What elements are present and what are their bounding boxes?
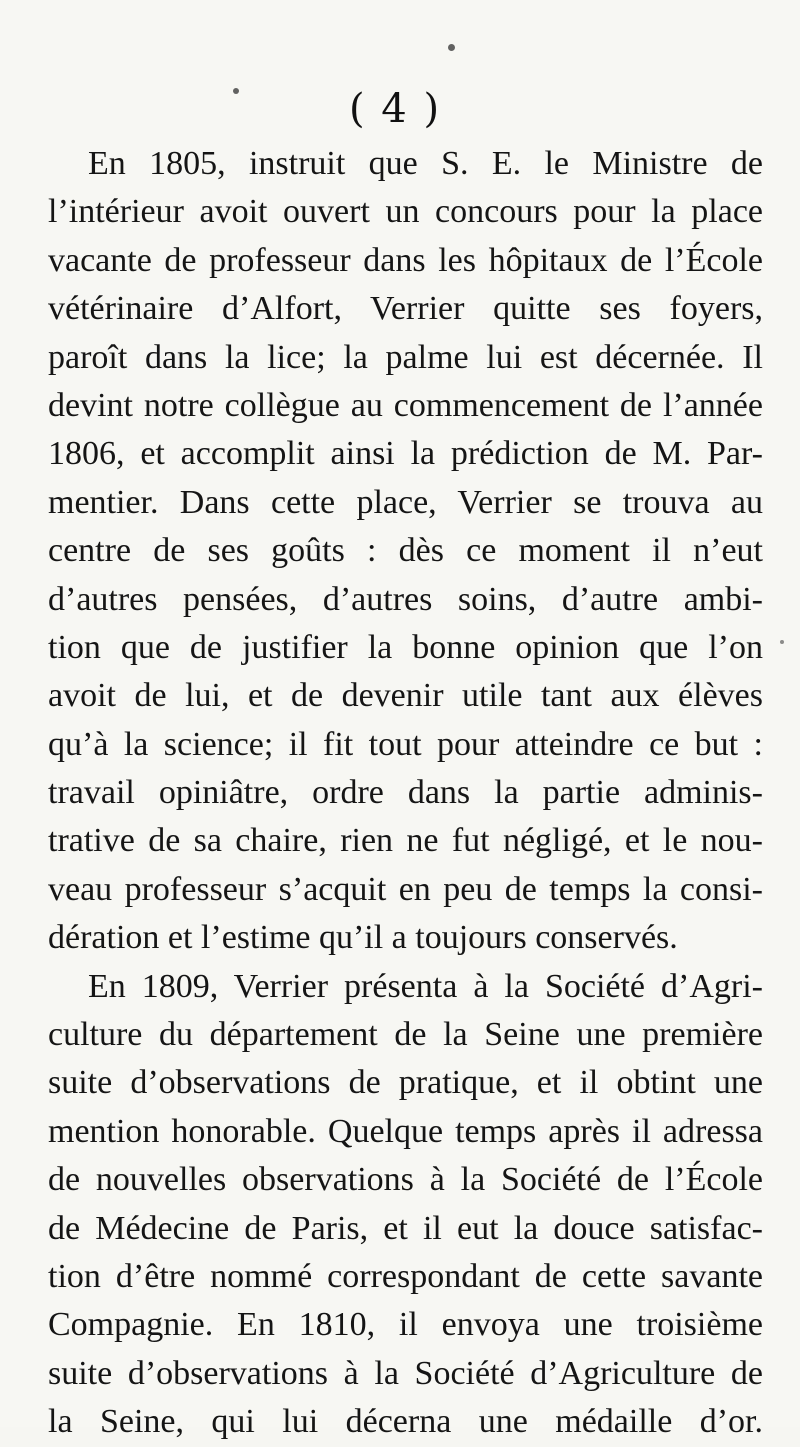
- text-line: travail opiniâtre, ordre dans la partie adminis-: [48, 774, 763, 812]
- text-line: de Médecine de Paris, et il eut la douce satisfac-: [48, 1209, 763, 1247]
- text-line: la Seine, qui lui décerna une médaille d’or.: [48, 1403, 763, 1441]
- text-line: avoit de lui, et de devenir utile tant aux élèves: [48, 677, 763, 715]
- text-line: trative de sa chaire, rien ne fut négligé, et le nou-: [48, 822, 763, 860]
- text-line: tion que de justifier la bonne opinion que l’on: [48, 628, 763, 666]
- text-line: mentier. Dans cette place, Verrier se trouva au: [48, 483, 763, 521]
- text-line: vacante de professeur dans les hôpitaux de l’École: [48, 241, 763, 279]
- text-line: 1806, et accomplit ainsi la prédiction de M. Par-: [48, 435, 763, 473]
- text-line: suite d’observations à la Société d’Agriculture de: [48, 1354, 763, 1392]
- text-line: devint notre collègue au commencement de l’année: [48, 386, 763, 424]
- text-line: vétérinaire d’Alfort, Verrier quitte ses foyers,: [48, 290, 763, 328]
- text-line: l’intérieur avoit ouvert un concours pour la place: [48, 193, 763, 231]
- text-line: En 1805, instruit que S. E. le Ministre de: [88, 145, 763, 182]
- text-line: veau professeur s’acquit en peu de temps la consi-: [48, 870, 763, 908]
- page-number: ( 4 ): [348, 86, 442, 132]
- ink-spot: [448, 44, 455, 51]
- text-line: centre de ses goûts : dès ce moment il n’eut: [48, 532, 763, 570]
- text-line: qu’à la science; il fit tout pour atteindre ce but :: [48, 725, 763, 763]
- text-line: d’autres pensées, d’autres soins, d’autre ambi-: [48, 580, 763, 618]
- ink-spot: [780, 640, 784, 644]
- text-line: dération et l’estime qu’il a toujours conservés.: [48, 919, 678, 957]
- text-line: suite d’observations de pratique, et il obtint une: [48, 1064, 763, 1102]
- text-line: En 1809, Verrier présenta à la Société d’Agri-: [88, 967, 763, 1005]
- text-line: paroît dans la lice; la palme lui est décernée. Il: [48, 338, 763, 376]
- text-line: tion d’être nommé correspondant de cette savante: [48, 1257, 763, 1295]
- body-text: [48, 140, 763, 1447]
- text-line: culture du département de la Seine une première: [48, 1016, 763, 1054]
- text-line: mention honorable. Quelque temps après il adressa: [48, 1112, 763, 1150]
- text-line: Compagnie. En 1810, il envoya une troisième: [48, 1306, 763, 1344]
- text-line: de nouvelles observations à la Société de l’École: [48, 1161, 763, 1199]
